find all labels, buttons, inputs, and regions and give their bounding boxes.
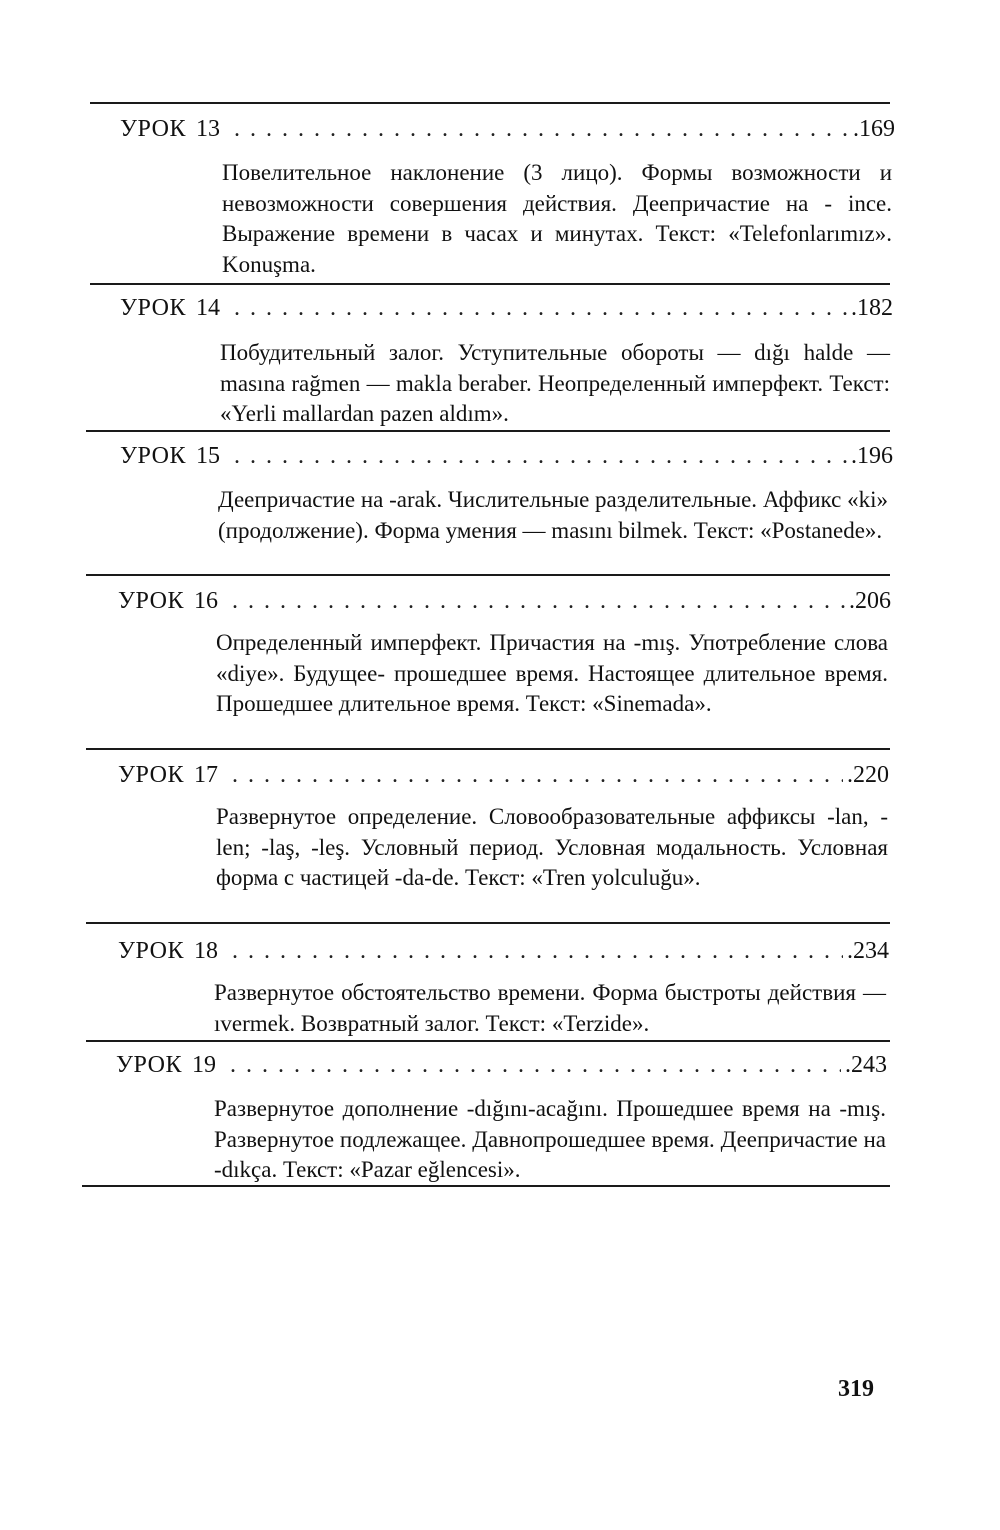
lesson-number: 18 xyxy=(193,938,218,964)
page-number: 319 xyxy=(838,1376,874,1402)
page-reference: .220 xyxy=(847,762,889,788)
dot-leader xyxy=(234,116,849,143)
lesson-label: УРОК xyxy=(118,588,184,614)
lesson-label: УРОК xyxy=(120,116,186,142)
lesson-description: Деепричастие на -arak. Числительные разделительные. Аффикс «ki» (продолжение). Форма умения — masını bilmek. Текст: «Postanede». xyxy=(218,487,888,543)
lesson-description: Развернутое определение. Словообразовательные аффиксы -lan, -len; -laş, -leş. Условный период. Условная модальность. Условная форма с частицей -da-de. Текст: «Tren yolculuğu». xyxy=(216,804,888,890)
dot-leader xyxy=(230,1052,841,1079)
divider-3 xyxy=(86,574,890,576)
lesson-label: УРОК xyxy=(118,938,184,964)
toc-entry-heading[interactable] xyxy=(120,295,893,329)
lesson-number: 19 xyxy=(191,1052,216,1078)
divider-1 xyxy=(90,283,890,285)
page-reference: .234 xyxy=(847,938,889,964)
lesson-number: 16 xyxy=(193,588,218,614)
toc-entry-heading[interactable] xyxy=(118,938,889,972)
lesson-label: УРОК xyxy=(118,762,184,788)
lesson-description: Развернутое дополнение -dığını-acağını. Прошедшее время на -mış. Развернутое подлежащее. Давнопрошедшее время. Деепричастие на -dıkça. Текст: «Pazar eğlencesi». xyxy=(214,1096,886,1182)
page-reference: .206 xyxy=(849,588,891,614)
dot-leader xyxy=(234,443,847,470)
lesson-number: 15 xyxy=(195,443,220,469)
lesson-number: 17 xyxy=(193,762,218,788)
dot-leader xyxy=(232,762,843,789)
lesson-description: Определенный имперфект. Причастия на -mış. Употребление слова «diye». Будущее- прошедшее время. Настоящее длительное время. Прошедшее длительное время. Текст: «Sinemada». xyxy=(216,630,888,716)
divider-5 xyxy=(86,922,890,924)
lesson-description: Побудительный залог. Уступительные обороты — dığı halde — masına rağmen — makla beraber. Неопределенный имперфект. Текст: «Yerli mallardan pazen aldım». xyxy=(220,340,890,426)
divider-top xyxy=(90,102,890,104)
toc-entry-heading[interactable] xyxy=(118,588,891,622)
lesson-label: УРОК xyxy=(116,1052,182,1078)
toc-entry-heading[interactable] xyxy=(116,1052,887,1086)
divider-6 xyxy=(86,1040,890,1042)
toc-entry-heading[interactable] xyxy=(120,116,895,150)
lesson-description: Повелительное наклонение (3 лицо). Формы возможности и невозможности совершения действия. Деепричастие на - ince. Выражение времени в часах и минутах. Текст: «Telefonlarımız». Konuşma. xyxy=(222,160,892,277)
dot-leader xyxy=(234,295,847,322)
lesson-number: 13 xyxy=(195,116,220,142)
page-reference: .182 xyxy=(851,295,893,321)
dot-leader xyxy=(232,938,843,965)
toc-entry-heading[interactable] xyxy=(120,443,893,477)
toc-entry-heading[interactable] xyxy=(118,762,889,796)
lesson-number: 14 xyxy=(195,295,220,321)
lesson-description: Развернутое обстоятельство времени. Форма быстроты действия — ıvermek. Возвратный залог. Текст: «Terzide». xyxy=(214,980,886,1036)
dot-leader xyxy=(232,588,845,615)
divider-4 xyxy=(86,748,890,750)
page-reference: .243 xyxy=(845,1052,887,1078)
lesson-label: УРОК xyxy=(120,443,186,469)
lesson-label: УРОК xyxy=(120,295,186,321)
page-reference: .196 xyxy=(851,443,893,469)
page-reference: .169 xyxy=(853,116,895,142)
divider-2 xyxy=(86,430,890,432)
